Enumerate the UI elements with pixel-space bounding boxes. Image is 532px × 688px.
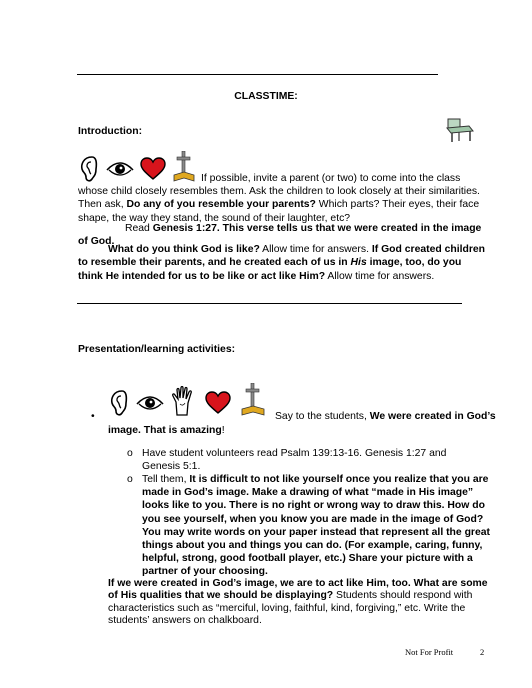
intro-heading: Introduction:	[78, 126, 143, 137]
bullet-marker: •	[91, 411, 95, 422]
sub-item-2: Tell them, It is difficult to not like yourself once you realize that you are made in God’s image. Make a drawing of what “made in His image” looks like to you. There is no right or wrong way to draw this. How do you see yourself, when you know you are made in the image of God? You may write words on your paper instead that represent all the great things about you and things you can do. (For example, caring, funny, helpful, strong, good football player, etc.) Share your picture with a partner of your choosing.	[142, 474, 490, 578]
top-divider	[77, 74, 438, 75]
intro-paragraph-2: Read Genesis 1:27. This verse tells us that we were created in the image of God.	[78, 223, 482, 248]
desk-icon	[445, 117, 475, 147]
sub-item-1: Have student volunteers read Psalm 139:13-16. Genesis 1:27 and Genesis 5:1.	[142, 448, 447, 472]
page-title: CLASSTIME:	[234, 91, 298, 102]
sub-marker-2: o	[127, 474, 133, 485]
sub-marker-1: o	[127, 448, 133, 459]
intro-paragraph-3: What do you think God is like? Allow time for answers. If God created children to resemble their parents, and he created each of us in His image, too, do you think He intended for us to be like or act like Him? Allow time for answers.	[78, 244, 486, 282]
bullet-text: Say to the students, We were created in God’s image. That is amazing!	[108, 411, 496, 436]
presentation-heading: Presentation/learning activities:	[78, 344, 236, 355]
intro-paragraph-1: If possible, invite a parent (or two) to come into the class whose child closely resembles them. Ask the children to look closely at their similarities. Then ask, Do any of you resemble your parents? Which parts? Their eyes, their face shape, the way they stand, the sound of their laughter, etc?	[78, 173, 480, 224]
footer-note: Not For Profit	[405, 647, 454, 657]
page-number: 2	[480, 647, 485, 657]
middle-divider	[77, 303, 462, 304]
closing-paragraph: If we were created in God’s image, we are to act like Him, too. What are some of His qualities that we should be displaying? Students should respond with characteristics such as “merciful, loving, faithful, kind, forgiving,” etc. Write the students’ answers on chalkboard.	[108, 578, 488, 627]
